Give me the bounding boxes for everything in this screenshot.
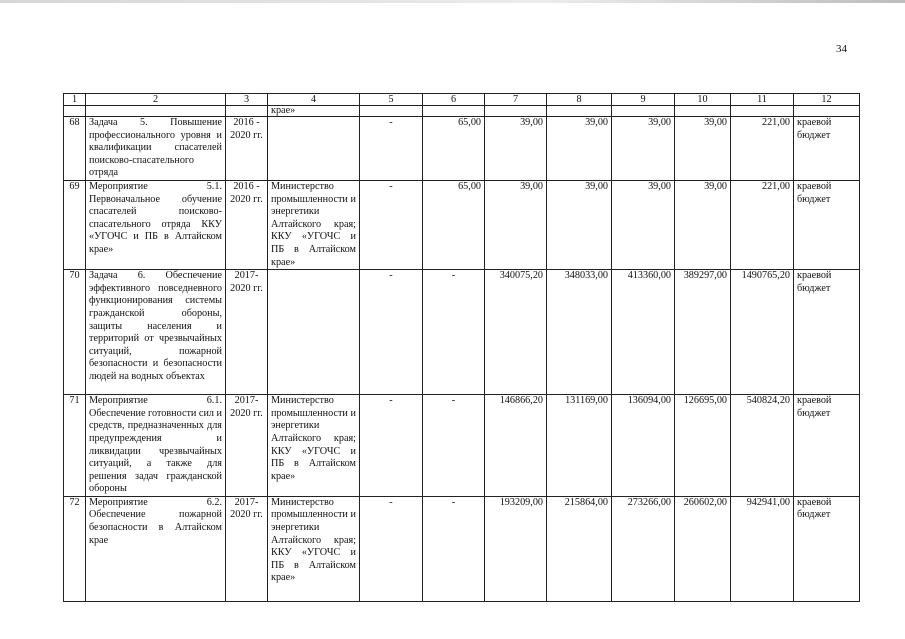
col-header-11: 11 (731, 94, 794, 106)
table-row (64, 395, 860, 497)
row-executor: Министерство промышленности и энергетики Алтайского края; ККУ «УГОЧС и ПБ в Алтайском крае» (268, 496, 360, 601)
col-header-4: 4 (268, 94, 360, 106)
table-row (64, 117, 860, 181)
row-col5: - (360, 496, 423, 601)
col-header-9: 9 (612, 94, 675, 106)
row-col8: 39,00 (547, 117, 612, 181)
row-col9: 273266,00 (612, 496, 675, 601)
row-executor (268, 270, 360, 395)
col-header-1: 1 (64, 94, 86, 106)
continuation-row (64, 106, 860, 117)
col-header-10: 10 (675, 94, 731, 106)
row-col7: 39,00 (485, 180, 547, 269)
row-col9: 413360,00 (612, 270, 675, 395)
row-col8: 215864,00 (547, 496, 612, 601)
col-header-8: 8 (547, 94, 612, 106)
row-executor: Министерство промышленности и энергетики Алтайского края; ККУ «УГОЧС и ПБ в Алтайском крае» (268, 180, 360, 269)
page-number: 34 (836, 43, 847, 55)
row-col6: - (423, 270, 485, 395)
col-header-12: 12 (794, 94, 860, 106)
row-number: 71 (64, 395, 86, 497)
table-header-row (64, 94, 860, 106)
row-number: 68 (64, 117, 86, 181)
row-col6: 65,00 (423, 117, 485, 181)
col-header-3: 3 (226, 94, 268, 106)
row-executor (268, 117, 360, 181)
row-col7: 193209,00 (485, 496, 547, 601)
row-col7: 340075,20 (485, 270, 547, 395)
row-col9: 136094,00 (612, 395, 675, 497)
scan-edge (0, 0, 905, 3)
table-row (64, 180, 860, 269)
row-col6: 65,00 (423, 180, 485, 269)
row-number: 69 (64, 180, 86, 269)
row-col8: 39,00 (547, 180, 612, 269)
row-col9: 39,00 (612, 117, 675, 181)
row-col11: 942941,00 (731, 496, 794, 601)
row-col10: 39,00 (675, 180, 731, 269)
row-period: 2016 - 2020 гг. (226, 117, 268, 181)
row-number: 72 (64, 496, 86, 601)
program-table (63, 93, 860, 602)
row-source: краевой бюджет (794, 117, 860, 181)
row-col5: - (360, 117, 423, 181)
row-col9: 39,00 (612, 180, 675, 269)
table-row (64, 270, 860, 395)
row-name: Задача 6. Обеспечение эффективного повседневного функционирования системы гражданской обороны, защиты населения и территорий от чрезвычайных ситуаций, пожарной безопасности и безопасности людей на водных объектах (86, 270, 226, 395)
row-col6: - (423, 496, 485, 601)
col-header-7: 7 (485, 94, 547, 106)
row-col8: 131169,00 (547, 395, 612, 497)
row-col5: - (360, 395, 423, 497)
row-col11: 540824,20 (731, 395, 794, 497)
row-name: Задача 5. Повышение профессионального уровня и квалификации спасателей поисково-спасательного отряда (86, 117, 226, 181)
row-col11: 221,00 (731, 180, 794, 269)
continuation-text: крае» (268, 106, 360, 117)
row-col10: 389297,00 (675, 270, 731, 395)
row-name: Мероприятие 6.1. Обеспечение готовности сил и средств, предназначенных для предупреждения и ликвидации чрезвычайных ситуаций, а также для решения задач гражданской обороны (86, 395, 226, 497)
row-period: 2017- 2020 гг. (226, 395, 268, 497)
row-source: краевой бюджет (794, 270, 860, 395)
col-header-2: 2 (86, 94, 226, 106)
row-col7: 39,00 (485, 117, 547, 181)
row-col10: 260602,00 (675, 496, 731, 601)
row-col6: - (423, 395, 485, 497)
row-col11: 1490765,20 (731, 270, 794, 395)
row-col10: 39,00 (675, 117, 731, 181)
row-name: Мероприятие 6.2. Обеспечение пожарной безопасности в Алтайском крае (86, 496, 226, 601)
row-col11: 221,00 (731, 117, 794, 181)
row-period: 2016 - 2020 гг. (226, 180, 268, 269)
row-number: 70 (64, 270, 86, 395)
col-header-6: 6 (423, 94, 485, 106)
row-col5: - (360, 270, 423, 395)
row-name: Мероприятие 5.1. Первоначальное обучение спасателей поисково-спасательного отряда ККУ «УГОЧС и ПБ в Алтайском крае» (86, 180, 226, 269)
row-source: краевой бюджет (794, 496, 860, 601)
col-header-5: 5 (360, 94, 423, 106)
row-period: 2017- 2020 гг. (226, 496, 268, 601)
row-col7: 146866,20 (485, 395, 547, 497)
row-col8: 348033,00 (547, 270, 612, 395)
row-period: 2017- 2020 гг. (226, 270, 268, 395)
table-row (64, 496, 860, 601)
row-col10: 126695,00 (675, 395, 731, 497)
row-source: краевой бюджет (794, 180, 860, 269)
row-col5: - (360, 180, 423, 269)
row-executor: Министерство промышленности и энергетики Алтайского края; ККУ «УГОЧС и ПБ в Алтайском крае» (268, 395, 360, 497)
row-source: краевой бюджет (794, 395, 860, 497)
